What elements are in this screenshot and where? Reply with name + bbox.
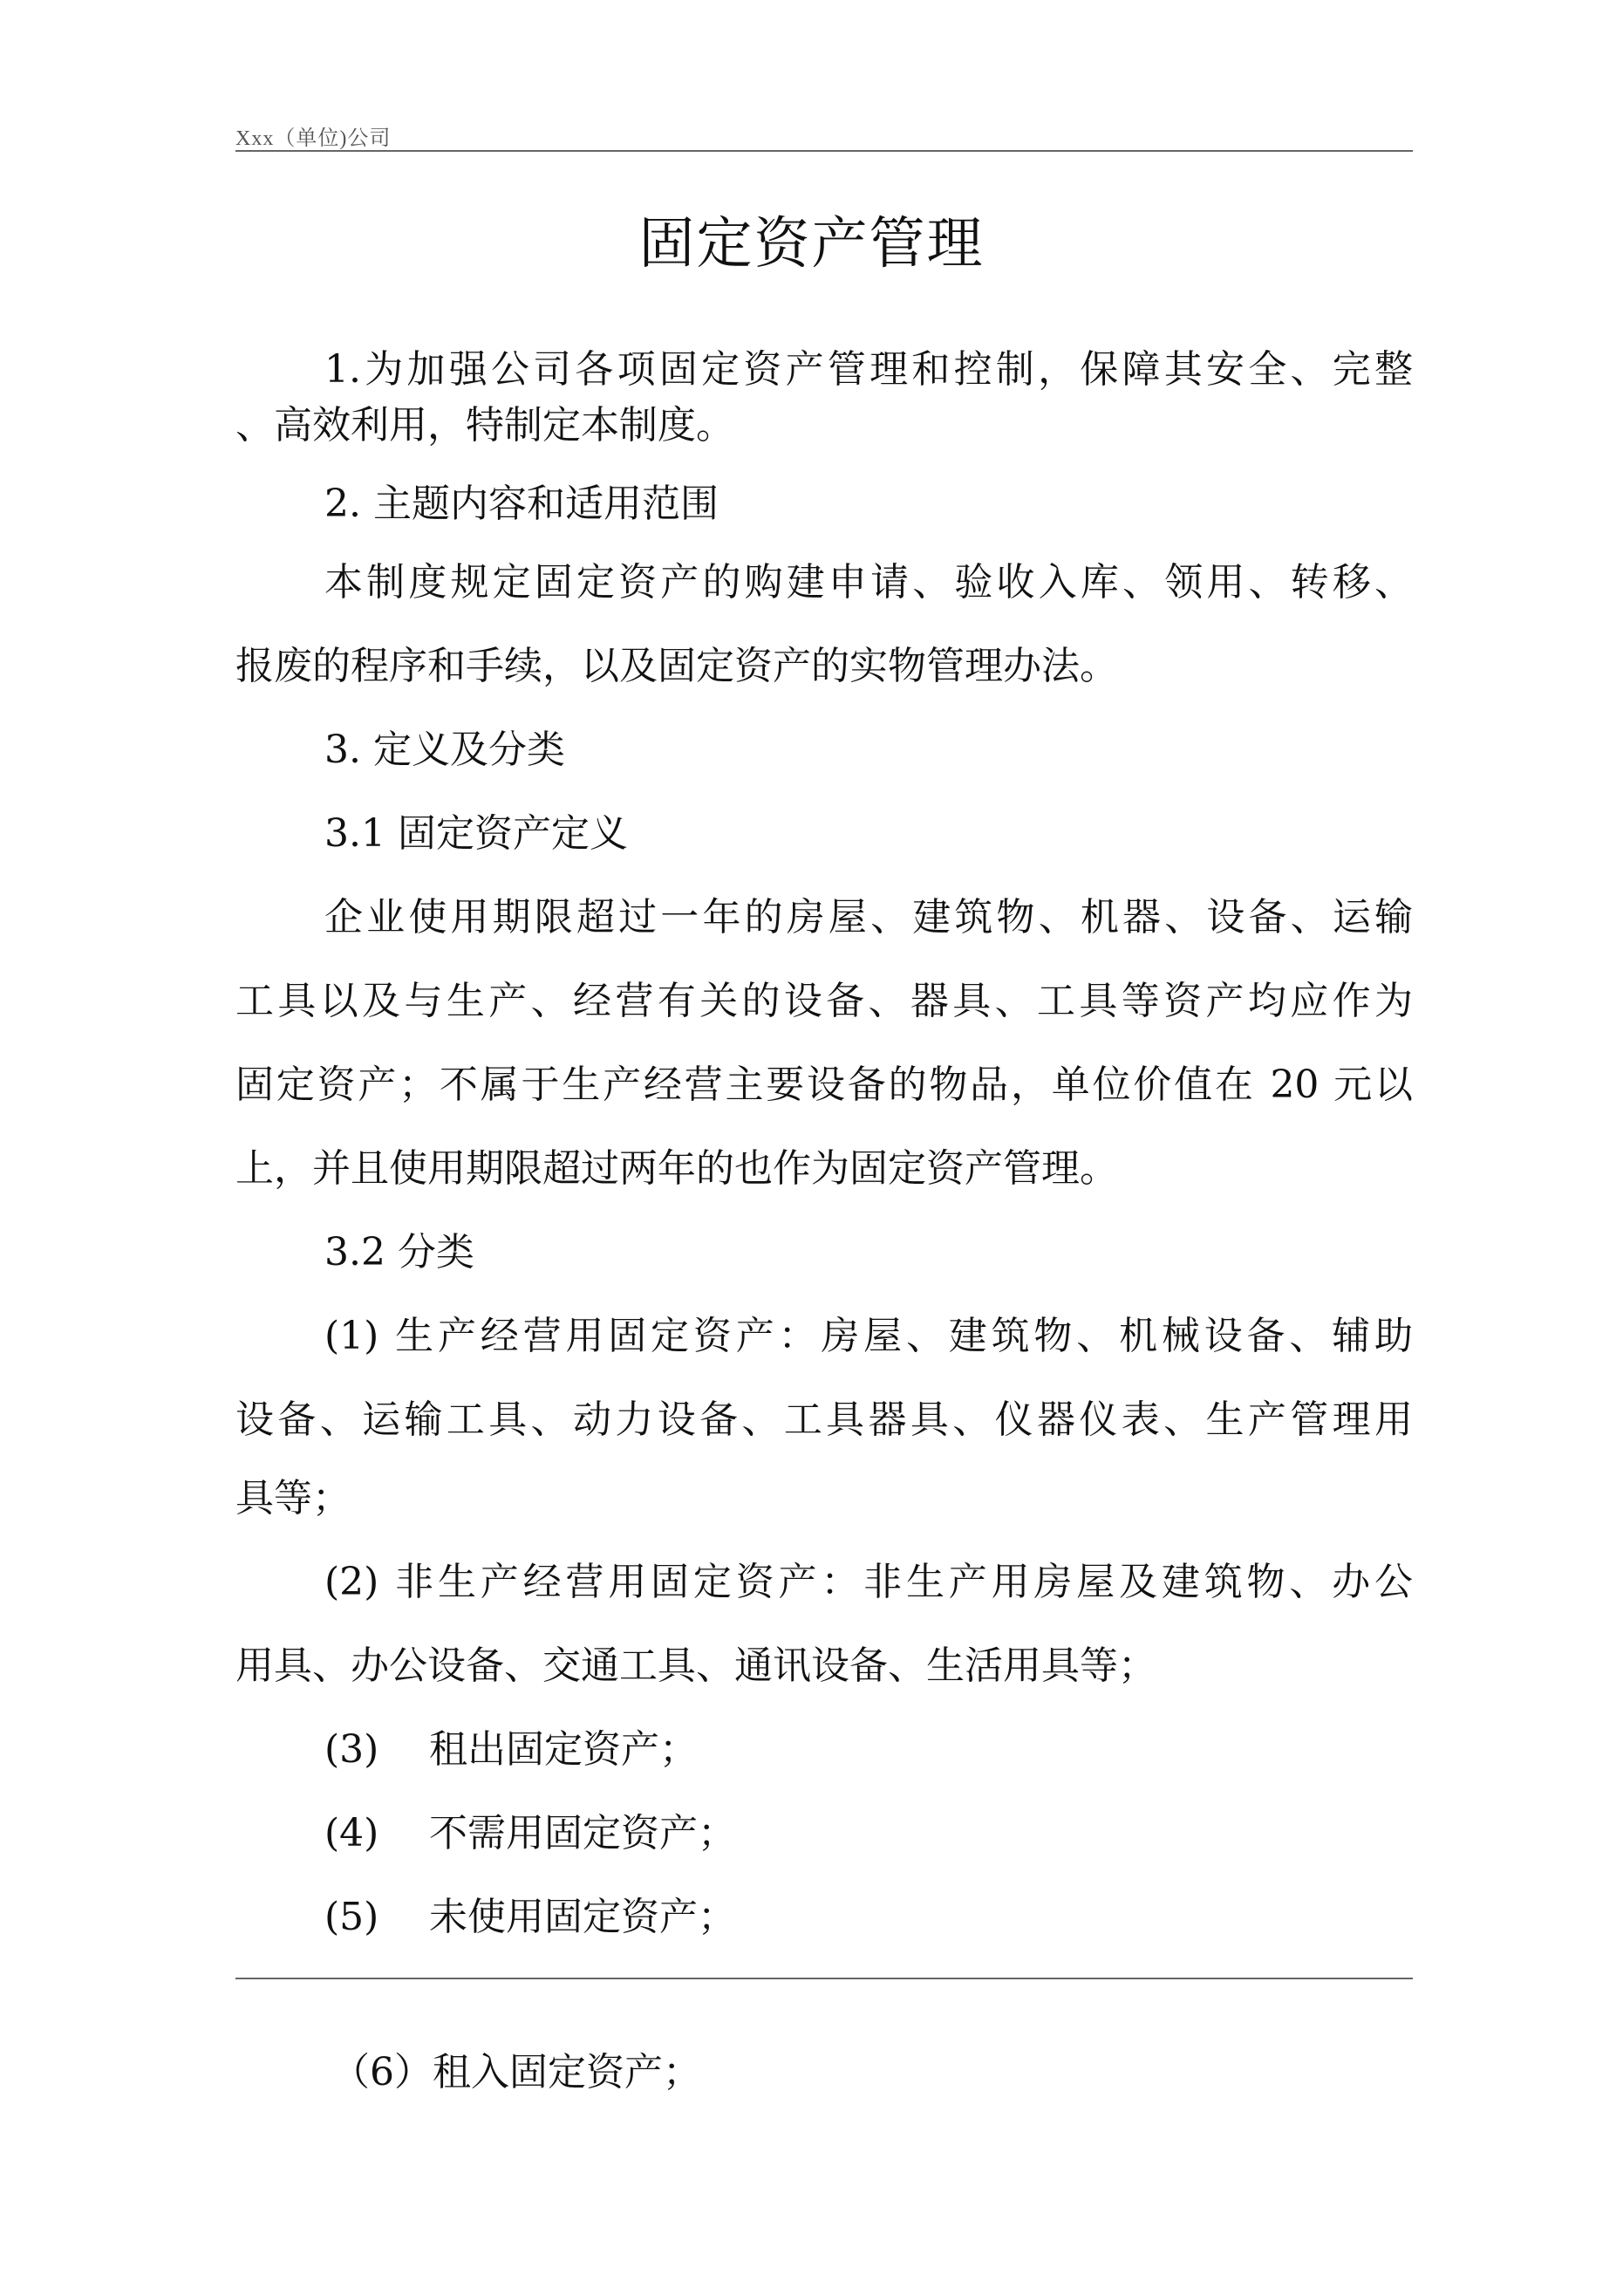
body-line: 固定资产；不属于生产经营主要设备的物品，单位价值在 20 元以 (235, 1063, 1413, 1107)
section-heading: 3. 定义及分类 (324, 728, 565, 772)
subsection-heading: 3.1 固定资产定义 (324, 811, 628, 856)
list-item (324, 1891, 736, 1944)
body-line: 、高效利用，特制定本制度。 (235, 403, 734, 448)
list-item-label: (5) (324, 1895, 379, 1939)
section-heading: 2. 主题内容和适用范围 (324, 482, 719, 526)
list-item-text: 租出固定资产； (429, 1727, 698, 1772)
list-item-label: (4) (324, 1811, 379, 1855)
body-line: 具等； (235, 1476, 351, 1520)
body-line: (2) 非生产经营用固定资产：非生产用房屋及建筑物、办公 (324, 1560, 1413, 1604)
body-line: (1) 生产经营用固定资产：房屋、建筑物、机械设备、辅助 (324, 1314, 1413, 1358)
list-item (324, 1807, 736, 1860)
body-line: 1.为加强公司各项固定资产管理和控制，保障其安全、完整 (324, 347, 1413, 392)
document-title: 固定资产管理 (638, 212, 985, 277)
body-line: 上，并且使用期限超过两年的也作为固定资产管理。 (235, 1146, 1118, 1191)
body-line: 用具、办公设备、交通工具、通讯设备、生活用具等； (235, 1643, 1156, 1688)
body-line: 企业使用期限超过一年的房屋、建筑物、机器、设备、运输 (324, 895, 1413, 940)
subsection-heading: 3.2 分类 (324, 1230, 474, 1274)
body-line: 设备、运输工具、动力设备、工具器具、仪器仪表、生产管理用 (235, 1397, 1413, 1442)
list-item-text: 不需用固定资产； (429, 1811, 736, 1855)
page-break-divider (235, 1978, 1413, 1979)
header-company: Xxx（单位)公司 (235, 127, 392, 150)
list-item-label: (3) (324, 1727, 379, 1772)
list-item (324, 1724, 698, 1776)
list-item-text: 未使用固定资产； (429, 1895, 736, 1939)
next-page-line: （6）租入固定资产； (331, 2050, 701, 2094)
header-divider (235, 150, 1413, 152)
body-line: 本制度规定固定资产的购建申请、验收入库、领用、转移、 (324, 560, 1413, 605)
body-line: 工具以及与生产、经营有关的设备、器具、工具等资产均应作为 (235, 979, 1413, 1023)
body-line: 报废的程序和手续，以及固定资产的实物管理办法。 (235, 644, 1118, 688)
